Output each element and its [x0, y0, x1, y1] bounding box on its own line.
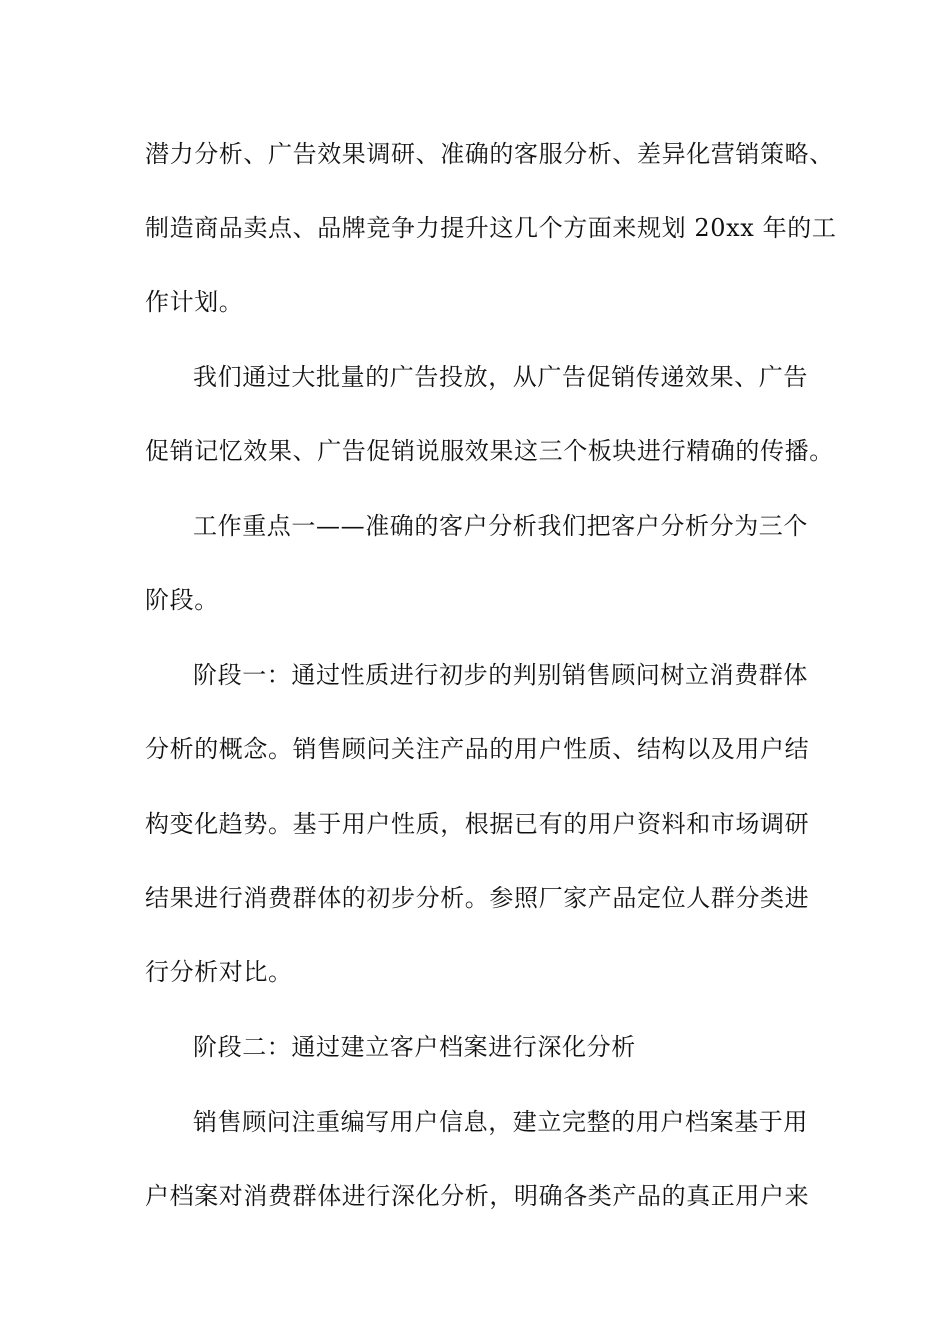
- section-heading: 阶段二：通过建立客户档案进行深化分析: [193, 1033, 636, 1061]
- text-line: 作计划。: [145, 288, 244, 316]
- paragraph-start-line: 销售顾问注重编写用户信息，建立完整的用户档案基于用: [193, 1108, 808, 1136]
- text-line: 阶段。: [145, 586, 219, 614]
- paragraph-start-line: 阶段一：通过性质进行初步的判别销售顾问树立消费群体: [193, 661, 808, 689]
- text-line: 户档案对消费群体进行深化分析，明确各类产品的真正用户来: [145, 1182, 810, 1210]
- text-line: 分析的概念。销售顾问关注产品的用户性质、结构以及用户结: [145, 735, 810, 763]
- paragraph-start-line: 我们通过大批量的广告投放，从广告促销传递效果、广告: [193, 363, 808, 391]
- text-line: 制造商品卖点、品牌竞争力提升这几个方面来规划 20xx 年的工: [145, 214, 837, 242]
- text-line: 结果进行消费群体的初步分析。参照厂家产品定位人群分类进: [145, 884, 810, 912]
- text-line: 促销记忆效果、广告促销说服效果这三个板块进行精确的传播。: [145, 437, 834, 465]
- paragraph-start-line: 工作重点一——准确的客户分析我们把客户分析分为三个: [193, 512, 808, 540]
- text-line: 潜力分析、广告效果调研、准确的客服分析、差异化营销策略、: [145, 140, 834, 168]
- text-line: 行分析对比。: [145, 958, 293, 986]
- text-line: 构变化趋势。基于用户性质，根据已有的用户资料和市场调研: [145, 810, 810, 838]
